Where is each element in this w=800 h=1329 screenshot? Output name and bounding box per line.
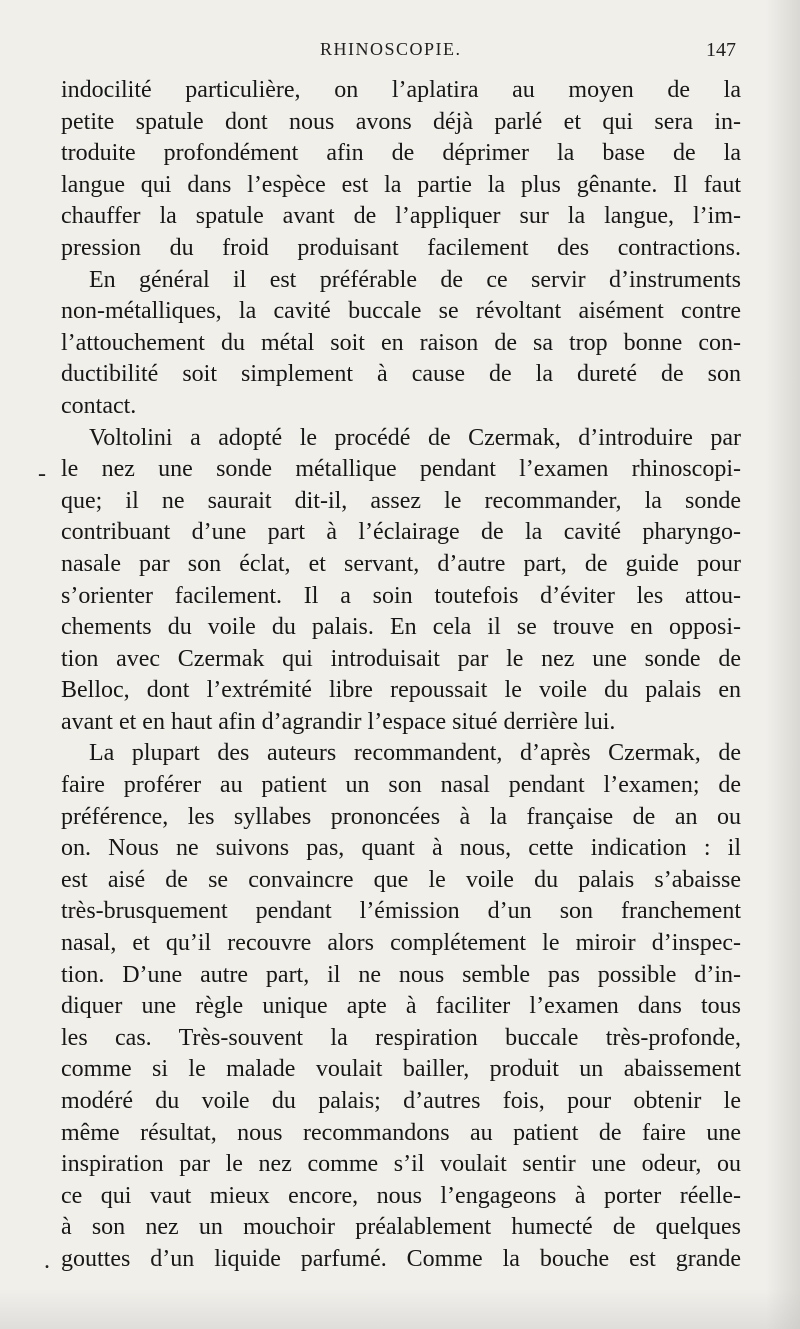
margin-dot-mark: . [44,1248,50,1274]
running-header [0,39,800,67]
paragraph-last-line: avant et en haut afin d’agrandir l’espace situé derrière lui. [61,708,616,735]
text-line: que; il ne saurait dit-il, assez le recommander, la sonde [61,487,741,514]
text-line: pression du froid produisant facilement des contractions. [61,234,741,261]
text-line: gouttes d’un liquide parfumé. Comme la bouche est grande [61,1245,741,1272]
text-line: diquer une règle unique apte à faciliter l’examen dans tous [61,993,741,1020]
paragraph-first-line: En général il est préférable de ce servir d’instruments [89,266,741,293]
text-line: on. Nous ne suivons pas, quant à nous, cette indication : il [61,835,741,862]
text-line: est aisé de se convaincre que le voile du palais s’abaisse [61,866,741,893]
text-line: comme si le malade voulait bailler, produit un abaissement [61,1056,741,1083]
body-text [61,75,741,1276]
text-line: troduite profondément afin de déprimer la base de la [61,140,741,167]
text-line: faire proférer au patient un son nasal pendant l’examen; de [61,772,741,799]
text-line: l’attouchement du métal soit en raison de sa trop bonne con- [61,329,741,356]
text-line: chements du voile du palais. En cela il se trouve en opposi- [61,614,741,641]
text-line: ductibilité soit simplement à cause de la dureté de son [61,361,741,388]
text-line: modéré du voile du palais; d’autres fois, pour obtenir le [61,1088,741,1114]
paragraph-last-line: contact. [61,392,137,419]
paragraph-first-line: La plupart des auteurs recommandent, d’après Czermak, de [89,740,741,767]
running-title: RHINOSCOPIE. [320,39,462,59]
text-line: tion avec Czermak qui introduisait par le nez une sonde de [61,645,741,672]
text-line: langue qui dans l’espèce est la partie la plus gênante. Il faut [61,171,741,198]
page-number: 147 [706,39,736,61]
text-line: le nez une sonde métallique pendant l’examen rhinoscopi- [61,456,741,483]
text-line: nasale par son éclat, et servant, d’autre part, de guide pour [61,550,741,577]
text-line: Belloc, dont l’extrémité libre repoussait le voile du palais en [61,677,741,704]
text-line: tion. D’une autre part, il ne nous semble pas possible d’in- [61,961,741,988]
page-edge-shadow [766,0,800,1329]
text-line: très-brusquement pendant l’émission d’un son franchement [61,898,741,925]
text-line: même résultat, nous recommandons au patient de faire une [61,1119,741,1146]
text-line: ce qui vaut mieux encore, nous l’engageons à porter réelle- [61,1182,741,1209]
text-line: préférence, les syllabes prononcées à la française de an ou [61,803,741,830]
text-line: s’orienter facilement. Il a soin toutefois d’éviter les attou- [61,582,741,609]
text-line: chauffer la spatule avant de l’appliquer sur la langue, l’im- [61,203,741,230]
text-line: inspiration par le nez comme s’il voulait sentir une odeur, ou [61,1151,741,1178]
text-line: contribuant d’une part à l’éclairage de la cavité pharyngo- [61,519,741,546]
text-line: nasal, et qu’il recouvre alors complétement le miroir d’inspec- [61,930,741,957]
margin-dash-mark: - [38,461,46,487]
text-line: indocilité particulière, on l’aplatira au moyen de la [61,77,741,103]
text-line: petite spatule dont nous avons déjà parlé et qui sera in- [61,108,741,135]
text-line: non-métalliques, la cavité buccale se révoltant aisément contre [61,298,741,325]
text-line: les cas. Très-souvent la respiration buccale très-profonde, [61,1024,741,1051]
text-line: à son nez un mouchoir préalablement humecté de quelques [61,1214,741,1241]
paragraph-first-line: Voltolini a adopté le procédé de Czermak, d’introduire par [89,424,741,451]
page-bottom-shadow [0,1289,800,1329]
